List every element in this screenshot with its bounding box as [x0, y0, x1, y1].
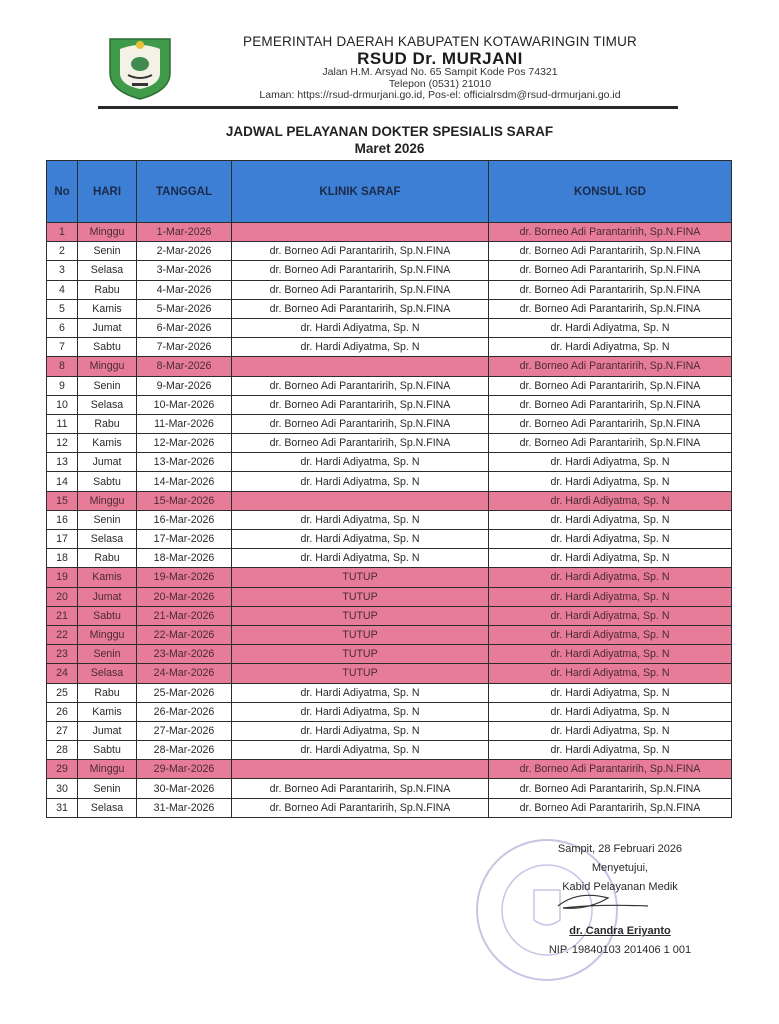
- cell-tanggal: 9-Mar-2026: [137, 376, 232, 395]
- cell-klinik-saraf: dr. Hardi Adiyatma, Sp. N: [232, 702, 489, 721]
- cell-konsul-igd: dr. Hardi Adiyatma, Sp. N: [489, 741, 732, 760]
- cell-tanggal: 28-Mar-2026: [137, 741, 232, 760]
- header-konsul-igd: KONSUL IGD: [489, 161, 732, 223]
- table-row: [47, 434, 732, 453]
- cell-hari: Rabu: [78, 683, 137, 702]
- cell-konsul-igd: dr. Hardi Adiyatma, Sp. N: [489, 587, 732, 606]
- table-row: [47, 280, 732, 299]
- table-row: [47, 395, 732, 414]
- cell-klinik-saraf: TUTUP: [232, 587, 489, 606]
- signature-block: [520, 840, 720, 960]
- cell-tanggal: 3-Mar-2026: [137, 261, 232, 280]
- schedule-body: [47, 223, 732, 818]
- table-row: [47, 741, 732, 760]
- cell-no: 20: [47, 587, 78, 606]
- cell-tanggal: 23-Mar-2026: [137, 645, 232, 664]
- cell-hari: Kamis: [78, 299, 137, 318]
- table-row: [47, 261, 732, 280]
- table-row: [47, 779, 732, 798]
- cell-tanggal: 1-Mar-2026: [137, 223, 232, 242]
- document-title: JADWAL PELAYANAN DOKTER SPESIALIS SARAF: [225, 124, 554, 139]
- cell-hari: Rabu: [78, 280, 137, 299]
- cell-klinik-saraf: dr. Hardi Adiyatma, Sp. N: [232, 510, 489, 529]
- cell-klinik-saraf: TUTUP: [232, 625, 489, 644]
- cell-tanggal: 5-Mar-2026: [137, 299, 232, 318]
- cell-konsul-igd: dr. Hardi Adiyatma, Sp. N: [489, 683, 732, 702]
- cell-no: 25: [47, 683, 78, 702]
- cell-hari: Selasa: [78, 664, 137, 683]
- cell-klinik-saraf: dr. Hardi Adiyatma, Sp. N: [232, 318, 489, 337]
- cell-no: 10: [47, 395, 78, 414]
- table-row: [47, 357, 732, 376]
- table-row: [47, 549, 732, 568]
- cell-tanggal: 8-Mar-2026: [137, 357, 232, 376]
- cell-hari: Senin: [78, 376, 137, 395]
- table-row: [47, 223, 732, 242]
- cell-tanggal: 30-Mar-2026: [137, 779, 232, 798]
- cell-konsul-igd: dr. Hardi Adiyatma, Sp. N: [489, 568, 732, 587]
- cell-tanggal: 27-Mar-2026: [137, 721, 232, 740]
- cell-tanggal: 26-Mar-2026: [137, 702, 232, 721]
- cell-tanggal: 17-Mar-2026: [137, 530, 232, 549]
- cell-klinik-saraf: dr. Hardi Adiyatma, Sp. N: [232, 683, 489, 702]
- cell-no: 1: [47, 223, 78, 242]
- cell-tanggal: 16-Mar-2026: [137, 510, 232, 529]
- cell-klinik-saraf: TUTUP: [232, 645, 489, 664]
- table-row: [47, 721, 732, 740]
- table-row: [47, 376, 732, 395]
- cell-konsul-igd: dr. Borneo Adi Parantaririh, Sp.N.FINA: [489, 299, 732, 318]
- signer-name: dr. Candra Eriyanto: [569, 925, 671, 937]
- table-row: [47, 242, 732, 261]
- cell-hari: Jumat: [78, 318, 137, 337]
- cell-no: 26: [47, 702, 78, 721]
- cell-klinik-saraf: [232, 223, 489, 242]
- cell-hari: Kamis: [78, 434, 137, 453]
- cell-tanggal: 29-Mar-2026: [137, 760, 232, 779]
- cell-hari: Senin: [78, 779, 137, 798]
- cell-no: 31: [47, 798, 78, 817]
- cell-konsul-igd: dr. Borneo Adi Parantaririh, Sp.N.FINA: [489, 376, 732, 395]
- cell-klinik-saraf: dr. Hardi Adiyatma, Sp. N: [232, 721, 489, 740]
- cell-no: 11: [47, 414, 78, 433]
- table-row: [47, 530, 732, 549]
- table-row: [47, 472, 732, 491]
- cell-tanggal: 31-Mar-2026: [137, 798, 232, 817]
- cell-konsul-igd: dr. Borneo Adi Parantaririh, Sp.N.FINA: [489, 760, 732, 779]
- table-row: [47, 702, 732, 721]
- cell-tanggal: 10-Mar-2026: [137, 395, 232, 414]
- cell-klinik-saraf: dr. Borneo Adi Parantaririh, Sp.N.FINA: [232, 261, 489, 280]
- table-row: [47, 491, 732, 510]
- hospital-address: Jalan H.M. Arsyad No. 65 Sampit Kode Pos 74321: [322, 66, 558, 78]
- table-row: [47, 299, 732, 318]
- signature-position: Kabid Pelayanan Medik: [562, 881, 678, 893]
- table-row: [47, 798, 732, 817]
- cell-hari: Minggu: [78, 625, 137, 644]
- header-klinik-saraf: KLINIK SARAF: [232, 161, 489, 223]
- cell-no: 7: [47, 338, 78, 357]
- cell-konsul-igd: dr. Hardi Adiyatma, Sp. N: [489, 318, 732, 337]
- cell-konsul-igd: dr. Hardi Adiyatma, Sp. N: [489, 453, 732, 472]
- cell-hari: Jumat: [78, 587, 137, 606]
- government-name: PEMERINTAH DAERAH KABUPATEN KOTAWARINGIN TIMUR: [243, 34, 637, 49]
- header-hari: HARI: [78, 161, 137, 223]
- hospital-phone: Telepon (0531) 21010: [388, 77, 492, 90]
- signature-place-date: Sampit, 28 Februari 2026: [557, 843, 683, 855]
- cell-no: 28: [47, 741, 78, 760]
- cell-hari: Sabtu: [78, 338, 137, 357]
- cell-klinik-saraf: dr. Hardi Adiyatma, Sp. N: [232, 741, 489, 760]
- cell-konsul-igd: dr. Borneo Adi Parantaririh, Sp.N.FINA: [489, 357, 732, 376]
- cell-klinik-saraf: TUTUP: [232, 664, 489, 683]
- cell-tanggal: 6-Mar-2026: [137, 318, 232, 337]
- cell-hari: Jumat: [78, 453, 137, 472]
- cell-konsul-igd: dr. Hardi Adiyatma, Sp. N: [489, 645, 732, 664]
- cell-hari: Sabtu: [78, 741, 137, 760]
- cell-no: 24: [47, 664, 78, 683]
- signer-nip: NIP. 19840103 201406 1 001: [548, 944, 692, 956]
- cell-no: 14: [47, 472, 78, 491]
- cell-konsul-igd: dr. Borneo Adi Parantaririh, Sp.N.FINA: [489, 414, 732, 433]
- cell-no: 27: [47, 721, 78, 740]
- table-row: [47, 510, 732, 529]
- cell-no: 12: [47, 434, 78, 453]
- cell-hari: Senin: [78, 645, 137, 664]
- cell-tanggal: 11-Mar-2026: [137, 414, 232, 433]
- cell-konsul-igd: dr. Hardi Adiyatma, Sp. N: [489, 625, 732, 644]
- cell-no: 5: [47, 299, 78, 318]
- cell-no: 30: [47, 779, 78, 798]
- cell-tanggal: 21-Mar-2026: [137, 606, 232, 625]
- cell-tanggal: 25-Mar-2026: [137, 683, 232, 702]
- signature-approval: Menyetujui,: [591, 862, 649, 874]
- cell-no: 9: [47, 376, 78, 395]
- table-row: [47, 625, 732, 644]
- cell-klinik-saraf: [232, 760, 489, 779]
- table-row: [47, 568, 732, 587]
- cell-klinik-saraf: [232, 491, 489, 510]
- cell-klinik-saraf: dr. Borneo Adi Parantaririh, Sp.N.FINA: [232, 434, 489, 453]
- cell-konsul-igd: dr. Borneo Adi Parantaririh, Sp.N.FINA: [489, 779, 732, 798]
- cell-hari: Rabu: [78, 414, 137, 433]
- cell-hari: Selasa: [78, 798, 137, 817]
- cell-no: 6: [47, 318, 78, 337]
- cell-hari: Minggu: [78, 357, 137, 376]
- cell-no: 3: [47, 261, 78, 280]
- table-row: [47, 453, 732, 472]
- cell-no: 17: [47, 530, 78, 549]
- cell-konsul-igd: dr. Hardi Adiyatma, Sp. N: [489, 530, 732, 549]
- cell-tanggal: 24-Mar-2026: [137, 664, 232, 683]
- cell-klinik-saraf: dr. Hardi Adiyatma, Sp. N: [232, 338, 489, 357]
- cell-klinik-saraf: dr. Borneo Adi Parantaririh, Sp.N.FINA: [232, 414, 489, 433]
- cell-konsul-igd: dr. Hardi Adiyatma, Sp. N: [489, 702, 732, 721]
- cell-hari: Minggu: [78, 223, 137, 242]
- cell-no: 13: [47, 453, 78, 472]
- cell-tanggal: 15-Mar-2026: [137, 491, 232, 510]
- cell-klinik-saraf: dr. Borneo Adi Parantaririh, Sp.N.FINA: [232, 280, 489, 299]
- table-row: [47, 645, 732, 664]
- cell-konsul-igd: dr. Borneo Adi Parantaririh, Sp.N.FINA: [489, 261, 732, 280]
- cell-hari: Selasa: [78, 395, 137, 414]
- cell-no: 19: [47, 568, 78, 587]
- cell-tanggal: 20-Mar-2026: [137, 587, 232, 606]
- table-row: [47, 683, 732, 702]
- cell-konsul-igd: dr. Borneo Adi Parantaririh, Sp.N.FINA: [489, 280, 732, 299]
- cell-hari: Minggu: [78, 491, 137, 510]
- table-row: [47, 606, 732, 625]
- cell-tanggal: 4-Mar-2026: [137, 280, 232, 299]
- cell-no: 29: [47, 760, 78, 779]
- cell-klinik-saraf: dr. Borneo Adi Parantaririh, Sp.N.FINA: [232, 798, 489, 817]
- cell-tanggal: 12-Mar-2026: [137, 434, 232, 453]
- cell-hari: Kamis: [78, 702, 137, 721]
- table-row: [47, 318, 732, 337]
- cell-hari: Minggu: [78, 760, 137, 779]
- table-header-row: [47, 161, 732, 223]
- cell-konsul-igd: dr. Hardi Adiyatma, Sp. N: [489, 606, 732, 625]
- table-row: [47, 664, 732, 683]
- table-row: [47, 760, 732, 779]
- cell-klinik-saraf: dr. Borneo Adi Parantaririh, Sp.N.FINA: [232, 299, 489, 318]
- document-subtitle: Maret 2026: [354, 141, 425, 156]
- cell-konsul-igd: dr. Borneo Adi Parantaririh, Sp.N.FINA: [489, 223, 732, 242]
- cell-klinik-saraf: dr. Hardi Adiyatma, Sp. N: [232, 472, 489, 491]
- cell-no: 16: [47, 510, 78, 529]
- cell-no: 18: [47, 549, 78, 568]
- cell-tanggal: 13-Mar-2026: [137, 453, 232, 472]
- cell-hari: Senin: [78, 242, 137, 261]
- cell-konsul-igd: dr. Borneo Adi Parantaririh, Sp.N.FINA: [489, 798, 732, 817]
- cell-hari: Senin: [78, 510, 137, 529]
- cell-hari: Rabu: [78, 549, 137, 568]
- cell-tanggal: 18-Mar-2026: [137, 549, 232, 568]
- cell-konsul-igd: dr. Hardi Adiyatma, Sp. N: [489, 549, 732, 568]
- letterhead-divider: [98, 106, 678, 109]
- header-no: No: [47, 161, 78, 223]
- cell-hari: Kamis: [78, 568, 137, 587]
- cell-klinik-saraf: dr. Hardi Adiyatma, Sp. N: [232, 549, 489, 568]
- hospital-name: RSUD Dr. MURJANI: [357, 49, 523, 68]
- cell-tanggal: 2-Mar-2026: [137, 242, 232, 261]
- letterhead: [0, 0, 779, 110]
- hospital-web-email: Laman: https://rsud-drmurjani.go.id, Pos-el: officialrsdm@rsud-drmurjani.go.id: [259, 89, 621, 101]
- cell-hari: Sabtu: [78, 606, 137, 625]
- cell-hari: Jumat: [78, 721, 137, 740]
- schedule-table: [46, 160, 732, 818]
- cell-klinik-saraf: [232, 357, 489, 376]
- regency-crest-icon: [106, 33, 174, 101]
- cell-konsul-igd: dr. Hardi Adiyatma, Sp. N: [489, 664, 732, 683]
- cell-konsul-igd: dr. Hardi Adiyatma, Sp. N: [489, 510, 732, 529]
- cell-klinik-saraf: dr. Borneo Adi Parantaririh, Sp.N.FINA: [232, 376, 489, 395]
- cell-konsul-igd: dr. Hardi Adiyatma, Sp. N: [489, 721, 732, 740]
- cell-hari: Sabtu: [78, 472, 137, 491]
- table-row: [47, 414, 732, 433]
- cell-no: 8: [47, 357, 78, 376]
- table-row: [47, 338, 732, 357]
- cell-konsul-igd: dr. Hardi Adiyatma, Sp. N: [489, 491, 732, 510]
- cell-no: 22: [47, 625, 78, 644]
- cell-klinik-saraf: dr. Borneo Adi Parantaririh, Sp.N.FINA: [232, 395, 489, 414]
- cell-tanggal: 7-Mar-2026: [137, 338, 232, 357]
- cell-no: 2: [47, 242, 78, 261]
- cell-klinik-saraf: dr. Hardi Adiyatma, Sp. N: [232, 530, 489, 549]
- table-row: [47, 587, 732, 606]
- cell-konsul-igd: dr. Borneo Adi Parantaririh, Sp.N.FINA: [489, 242, 732, 261]
- cell-hari: Selasa: [78, 261, 137, 280]
- cell-klinik-saraf: dr. Borneo Adi Parantaririh, Sp.N.FINA: [232, 779, 489, 798]
- cell-tanggal: 19-Mar-2026: [137, 568, 232, 587]
- cell-no: 4: [47, 280, 78, 299]
- cell-konsul-igd: dr. Hardi Adiyatma, Sp. N: [489, 472, 732, 491]
- cell-tanggal: 14-Mar-2026: [137, 472, 232, 491]
- cell-tanggal: 22-Mar-2026: [137, 625, 232, 644]
- cell-klinik-saraf: dr. Hardi Adiyatma, Sp. N: [232, 453, 489, 472]
- cell-no: 21: [47, 606, 78, 625]
- cell-klinik-saraf: TUTUP: [232, 568, 489, 587]
- cell-klinik-saraf: dr. Borneo Adi Parantaririh, Sp.N.FINA: [232, 242, 489, 261]
- cell-no: 15: [47, 491, 78, 510]
- cell-no: 23: [47, 645, 78, 664]
- cell-konsul-igd: dr. Borneo Adi Parantaririh, Sp.N.FINA: [489, 395, 732, 414]
- cell-hari: Selasa: [78, 530, 137, 549]
- cell-konsul-igd: dr. Borneo Adi Parantaririh, Sp.N.FINA: [489, 434, 732, 453]
- cell-klinik-saraf: TUTUP: [232, 606, 489, 625]
- cell-konsul-igd: dr. Hardi Adiyatma, Sp. N: [489, 338, 732, 357]
- header-tanggal: TANGGAL: [137, 161, 232, 223]
